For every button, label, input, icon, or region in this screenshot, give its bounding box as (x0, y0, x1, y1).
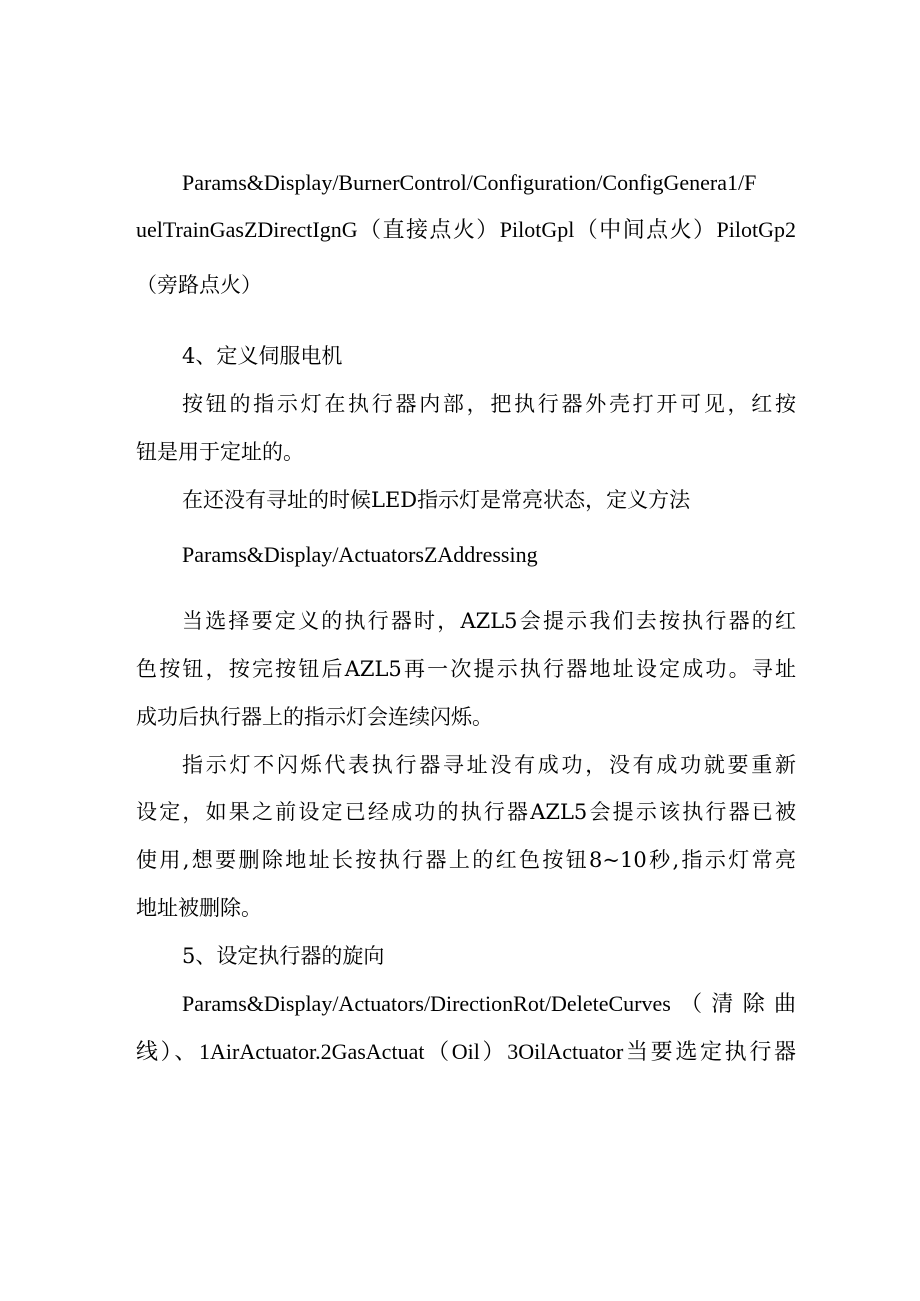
text-line-11: 成功后执行器上的指示灯会连续闪烁。 (136, 705, 493, 729)
text-line-10: 色按钮，按完按钮后AZL5再一次提示执行器地址设定成功。寻址 (136, 657, 796, 681)
text-line-7: 在还没有寻址的时候LED指示灯是常亮状态，定义方法 (182, 488, 691, 512)
text-line-5: 按钮的指示灯在执行器内部，把执行器外壳打开可见，红按 (182, 392, 796, 416)
text-line-1: Params&Display/BurnerControl/Configuration/ConfigGenera1/F (182, 170, 757, 195)
text-line-17: Params&Display/Actuators/DirectionRot/DeleteCurves（清除曲 (182, 991, 796, 1016)
section-heading-5: 5、设定执行器的旋向 (182, 944, 385, 968)
text-line-8: Params&Display/ActuatorsZAddressing (182, 542, 538, 567)
section-heading-4: 4、定义伺服电机 (182, 344, 343, 368)
text-line-2: uelTrainGasZDirectIgnG（直接点火）PilotGpl（中间点火）PilotGp2 (136, 217, 796, 242)
text-line-14: 使用,想要删除地址长按执行器上的红色按钮8~10秒,指示灯常亮 (136, 848, 796, 872)
text-line-6: 钮是用于定址的。 (136, 440, 304, 464)
text-line-3: （旁路点火） (136, 273, 262, 297)
text-line-15: 地址被删除。 (136, 896, 262, 920)
text-line-13: 设定，如果之前设定已经成功的执行器AZL5会提示该执行器已被 (136, 800, 796, 824)
text-line-18: 线）、1AirActuator.2GasActuat（Oil）3OilActuator当要选定执行器 (136, 1039, 796, 1064)
text-line-12: 指示灯不闪烁代表执行器寻址没有成功，没有成功就要重新 (182, 753, 796, 777)
text-line-9: 当选择要定义的执行器时，AZL5会提示我们去按执行器的红 (182, 609, 796, 633)
